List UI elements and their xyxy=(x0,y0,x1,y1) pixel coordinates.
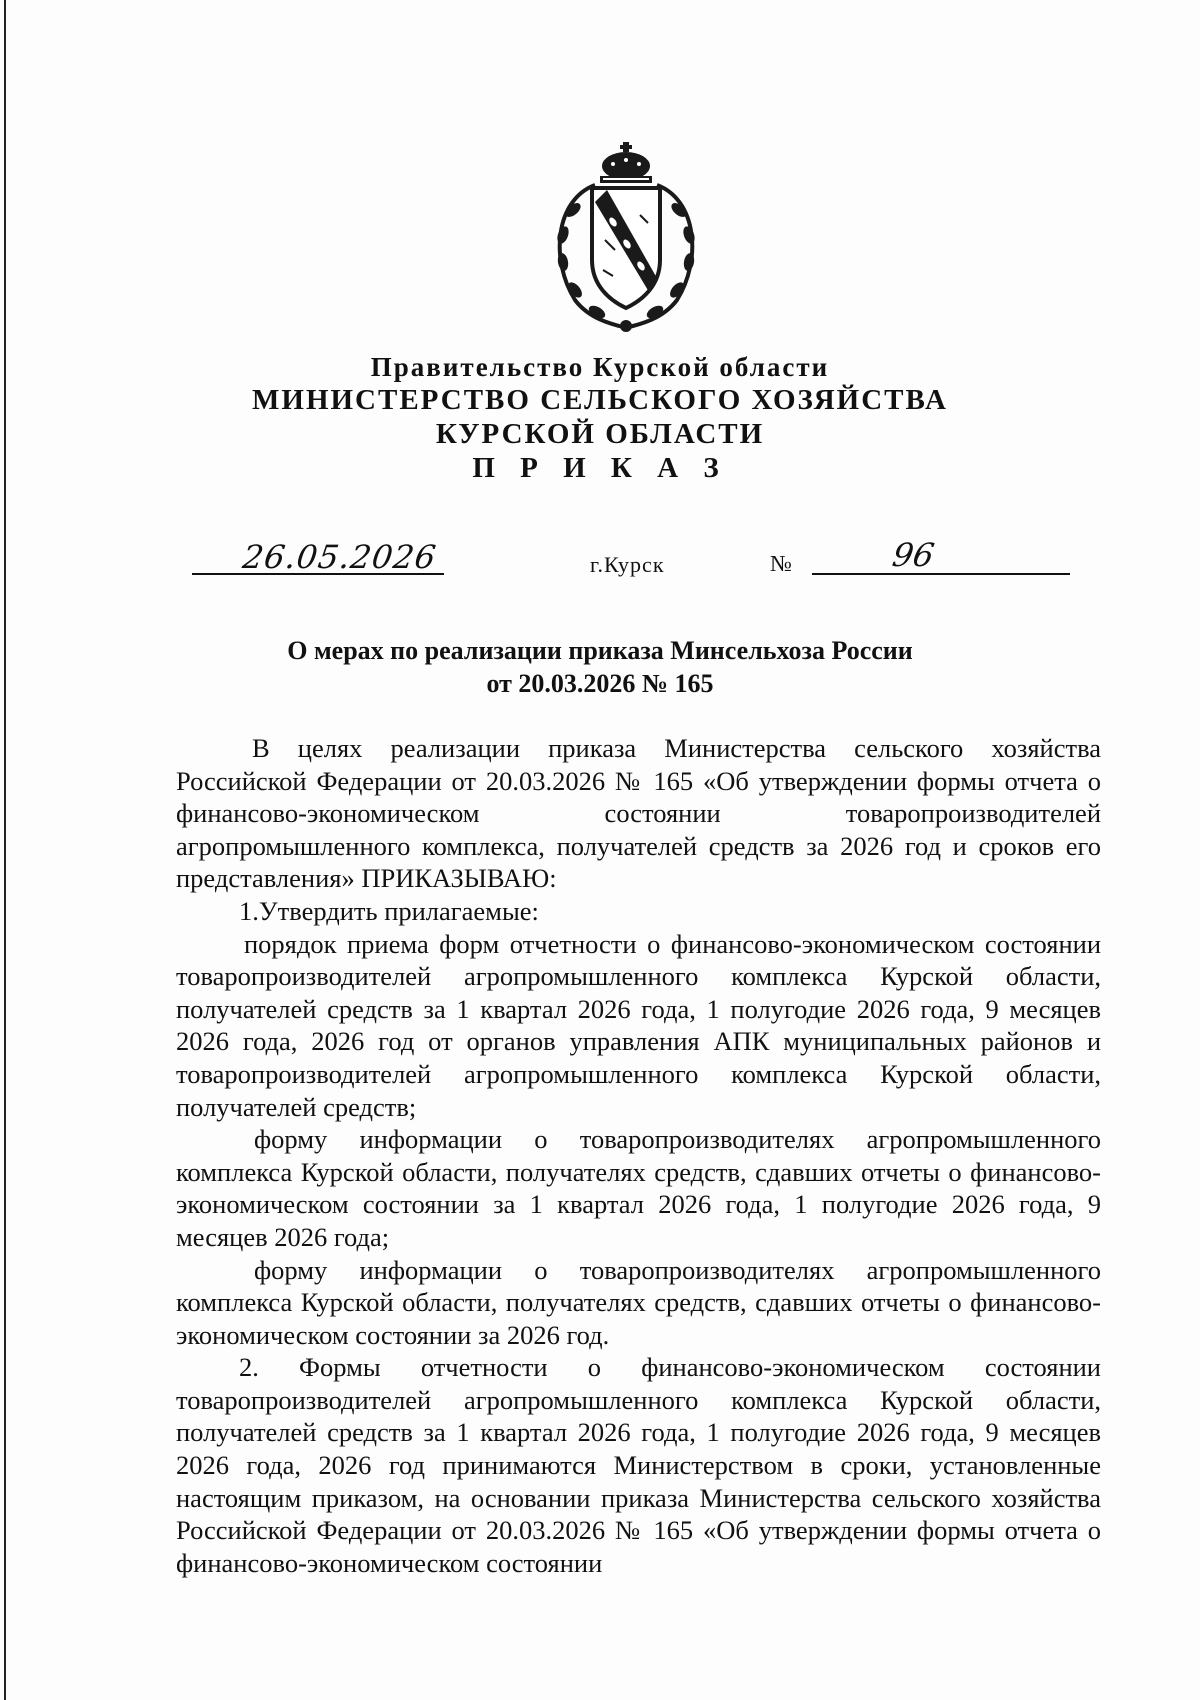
item-2-paragraph: 2. Формы отчетности о финансово-экономическом состоянии товаропроизводителей агропромышленного комплекса Курской области, получателей средств за 1 квартал 2026 года, 1 полугодие 2026 года, 9 месяцев 2026 года, 2026 год принимаются Министерством в сроки, установленные настоящим приказом, на основании приказа Министерства сельского хозяйства Российской Федерации от 20.03.2026 № 165 «Об утверждении формы отчета о финансово-экономическом состоянии xyxy=(176,1352,1101,1578)
government-heading: Правительство Курской области xyxy=(370,352,830,382)
intro-paragraph: В целях реализации приказа Министерства сельского хозяйства Российской Федерации от 20.03.2026 № 165 «Об утверждении формы отчета о финансово-экономическом состоянии товаропроизводителей агропромышленного комплекса, получателей средств за 2026 год и сроков его представления» ПРИКАЗЫВАЮ: xyxy=(176,733,1101,894)
item-1a-paragraph: порядок приема форм отчетности о финансово-экономическом состоянии товаропроизводителей агропромышленного комплекса Курской области, получателей средств за 1 квартал 2026 года, 1 полугодие 2026 года, 9 месяцев 2026 года, 2026 год от органов управления АПК муниципальных районов и товаропроизводителей агропромышленного комплекса Курской области, получателей средств; xyxy=(176,928,1101,1122)
city-label: г.Курск xyxy=(590,552,665,577)
document-body xyxy=(176,732,1101,1579)
item-1b-paragraph: форму информации о товаропроизводителях агропромышленного комплекса Курской области, получателях средств, сдавших отчеты о финансово-экономическом состоянии за 1 квартал 2026 года, 1 полугодие 2026 года, 9 месяцев 2026 года; xyxy=(176,1124,1101,1252)
region-heading: КУРСКОЙ ОБЛАСТИ xyxy=(435,418,765,450)
ministry-heading: МИНИСТЕРСТВО СЕЛЬСКОГО ХОЗЯЙСТВА xyxy=(252,384,948,416)
coat-of-arms-icon xyxy=(545,140,715,335)
page-edge xyxy=(4,0,6,1700)
item-1c-paragraph: форму информации о товаропроизводителях агропромышленного комплекса Курской области, получателях средств, сдавших отчеты о финансово-экономическом состоянии за 2026 год. xyxy=(176,1254,1101,1350)
number-underline xyxy=(812,573,1070,575)
handwritten-number: 96 xyxy=(889,536,938,574)
handwritten-date: 26.05.2026 xyxy=(240,538,439,576)
document-type-heading: П Р И К А З xyxy=(472,452,728,484)
document-title-line-2: от 20.03.2026 № 165 xyxy=(486,669,714,698)
item-1-paragraph: 1.Утвердить прилагаемые: xyxy=(239,895,539,926)
number-sign: № xyxy=(770,551,792,576)
document-title-line-1: О мерах по реализации приказа Минсельхоза России xyxy=(287,636,913,665)
